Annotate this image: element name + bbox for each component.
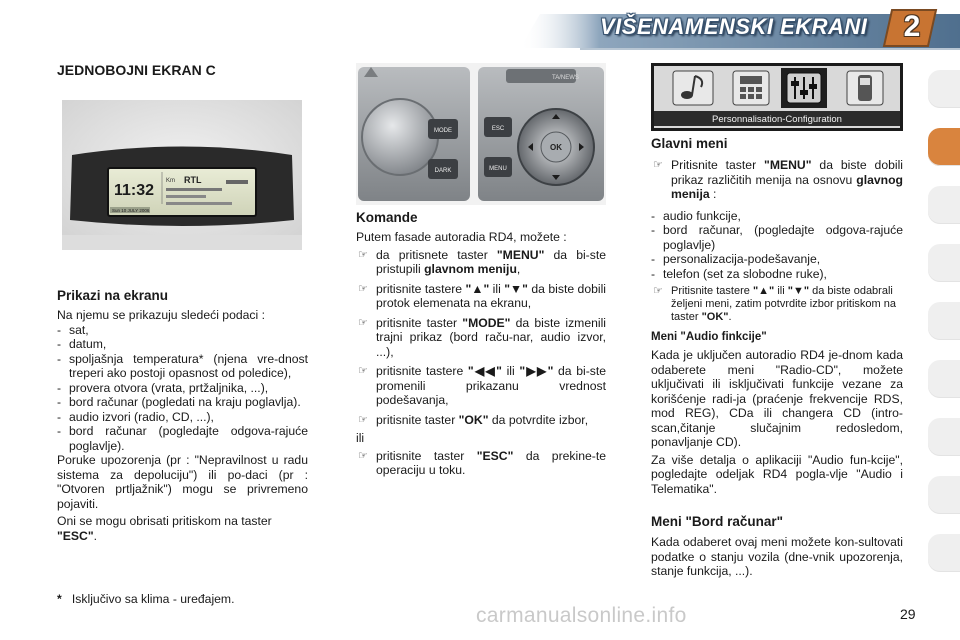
side-tab-1[interactable] [928,70,960,108]
esc-button-label: ESC [491,126,505,132]
menu-button-label: MENU [489,166,507,172]
trip-computer-menu-body [651,535,903,579]
main-menu-body [651,158,903,324]
list-item: ☞ pritisnite taster "MODE" da biste izmenili trajni prikaz (bord raču-nar, audio izvor, ...), [358,315,606,359]
radio-controls-photo [356,63,606,205]
phone-icon [847,71,883,105]
display-info-title: Prikazi na ekranu [57,288,169,303]
ok-button-label: OK [550,143,562,152]
controls-title: Komande [356,210,418,225]
display-clock: 11:32 [114,182,155,199]
side-tab-6[interactable] [928,360,960,398]
side-tab-8[interactable] [928,476,960,514]
display-small-label: Km [166,178,175,184]
hand-pointer-icon: ☞ [358,365,368,377]
list-item: - provera otvora (vrata, prtžaljnika, ...), [57,380,269,395]
chapter-number: 2 [903,10,921,43]
music-note-icon [673,71,713,105]
trip-computer-icon [733,71,769,105]
trip-computer-menu-title: Meni "Bord računar" [651,514,784,529]
chapter-title: VIŠENAMENSKI EKRANI [600,14,868,39]
dark-button-label: DARK [434,168,452,174]
list-item: - telefon (set za slobodne ruke), [651,266,827,281]
trip-computer-paragraph: Kada odaberet ovaj meni možete kon-sultovati podatke o stanju vozila (dne-vnik upozorenja, stanje funkcija, ...). [651,535,903,578]
side-tab-5[interactable] [928,302,960,340]
dashboard-display-photo [62,100,302,250]
footnote-text: Isključivo sa klima - uređajem. [71,592,235,606]
hand-pointer-icon: ☞ [358,449,368,462]
list-item: - spoljašnja temperatura* (njena vre-dnost treperi ako postoji opasnost od poledice), [57,351,308,380]
list-item: - personalizacija-podešavanje, [651,252,821,266]
side-tab-3[interactable] [928,186,960,224]
main-menu-title: Glavni meni [651,136,728,151]
page-number: 29 [900,606,916,622]
footnote-star: * [57,592,62,606]
warning-paragraph: Poruke upozorenja (pr : "Nepravilnost u radu sistema za depoluciju") ili po-daci (pr : "Otvoren prtljažnik") mogu se privremeno pojaviti. [57,453,308,511]
or-text: ili [356,431,365,445]
display-date: Sun 10 JULY 2006 [112,208,150,213]
side-tab-4[interactable] [928,244,960,282]
list-item: - audio funkcije, [651,208,741,223]
audio-menu-reference: Za više detalja o aplikaciji "Audio fun-kcije", pogledajte odeljak RD4 pogla-vlje "Audio i Telematika". [651,452,903,496]
list-item: - bord računar, (pogledajte odgova-rajuće poglavlje) [651,223,903,252]
list-item: - bord računar (pogledajte odgova-rajuće poglavlje). [57,424,308,453]
list-item: - datum, [57,337,107,351]
display-info-intro: Na njemu se prikazuju sledeći podaci : [57,308,265,322]
main-menu-screen-photo [651,63,903,131]
menu-caption: Personnalisation-Configuration [712,114,842,125]
display-station: RTL [184,175,202,185]
ta-button-label: TA/NEWS [552,75,579,81]
mode-button-label: MODE [434,128,452,134]
settings-sliders-icon [781,68,827,108]
audio-menu-title: Meni "Audio finkcije" [651,331,767,343]
list-item: ☞ pritisnite tastere "▲" ili "▼" da biste dobili protok elemenata na ekranu, [358,281,607,310]
audio-menu-body [651,348,903,496]
audio-menu-paragraph: Kada je uključen autoradio RD4 je-dnom kada odaberete meni "Radio-CD", možete uključivati ili isključivati funkcije vezane za korišćenje radi-ja (praćenje frekvencije RDS, mod REG), CDa ili changera CD (intro-scan,čitanje slučajnim redosledom, ponavljanje CD). [651,348,903,449]
list-item: ☞ pritisnite taster "OK" da potvrdite izbor, [358,412,589,427]
controls-intro: Putem fasade autoradia RD4, možete : [356,230,567,244]
list-item: - sat, [57,322,89,337]
list-item: ☞ pritisnite tastere "◀◀" ili "▶▶" da bi-ste promenili prikazanu vrednost podešavanja, [358,364,607,407]
side-tab-9[interactable] [928,534,960,572]
side-tab-2-active[interactable] [928,128,960,166]
side-tab-7[interactable] [928,418,960,456]
list-item: - audio izvori (radio, CD, ...), [57,409,214,424]
list-item: ☞ pritisnite taster "ESC" da prekine-te operaciju u toku. [358,448,607,477]
section-heading-monochrome: JEDNOBOJNI EKRAN C [57,62,216,78]
list-item: ☞ Pritisnite taster "MENU" da biste dobili prikaz različitih menija na osnovu glavnog menija : [653,158,904,201]
list-item: ☞ Pritisnite tastere "▲" ili "▼" da biste odabrali željeni meni, zatim potvrdite izbor pritiskom na taster "OK". [653,285,896,323]
hand-pointer-icon: ☞ [653,285,663,297]
hand-pointer-icon: ☞ [358,248,368,261]
hand-pointer-icon: ☞ [653,159,663,171]
display-info-body [57,308,308,543]
erase-paragraph: Oni se mogu obrisati pritiskom na taster "ESC". [57,514,272,543]
hand-pointer-icon: ☞ [358,282,368,295]
controls-body [356,230,606,478]
hand-pointer-icon: ☞ [358,413,368,426]
list-item: ☞ da pritisnete taster "MENU" da bi-ste pristupili glavnom meniju, [358,247,606,276]
watermark: carmanualsonline.info [476,604,687,627]
list-item: - bord računar (pogledati na kraju poglavlja). [57,395,301,409]
hand-pointer-icon: ☞ [358,316,368,329]
footnote [57,592,234,607]
